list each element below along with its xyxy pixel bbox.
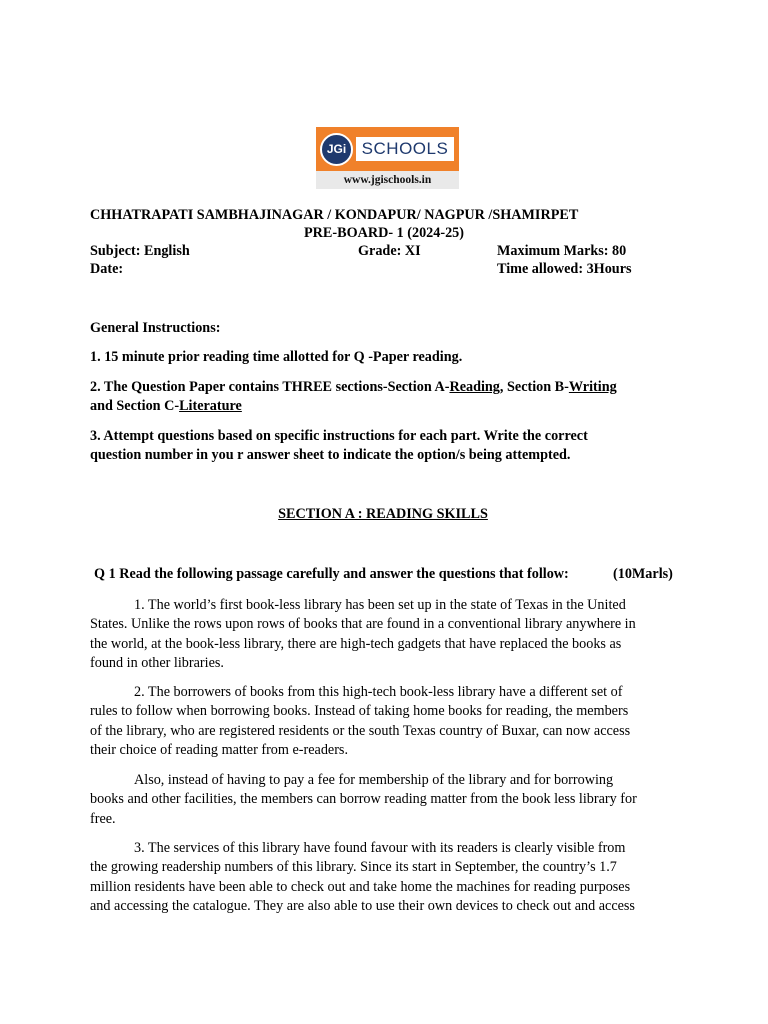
- passage-line: million residents have been able to check out and take home the machines for reading purposes: [90, 878, 631, 895]
- exam-title: PRE-BOARD- 1 (2024-25): [304, 225, 464, 241]
- logo-url: www.jgischools.in: [316, 171, 459, 189]
- logo-banner: [316, 127, 459, 171]
- literature-section-label: Literature: [179, 398, 242, 414]
- passage-line: of the library, who are registered residents or the south Texas country of Buxar, can now access: [90, 722, 631, 739]
- passage-line: 2. The borrowers of books from this high-tech book-less library have a different set of: [134, 684, 623, 700]
- passage-line: 1. The world’s first book-less library has been set up in the state of Texas in the United: [134, 597, 626, 613]
- passage-line: found in other libraries.: [90, 655, 224, 672]
- instruction-2-and: and Section C-: [90, 398, 180, 414]
- instruction-2-continued: [90, 398, 242, 415]
- instruction-3-line-2: question number in you r answer sheet to indicate the option/s being attempted.: [90, 447, 571, 463]
- passage-paragraph-4: [90, 839, 680, 917]
- logo-wordmark: SCHOOLS: [356, 137, 454, 161]
- passage-line: their choice of reading matter from e-readers.: [90, 742, 349, 759]
- writing-section-label: Writing: [568, 379, 617, 395]
- passage-line: and accessing the catalogue. They are also able to use their own devices to check out and access: [90, 898, 635, 915]
- maximum-marks: Maximum Marks: 80: [497, 243, 627, 259]
- instruction-2-text-mid: , Section B-: [499, 379, 569, 395]
- instruction-2: [90, 379, 617, 396]
- passage-line: Also, instead of having to pay a fee for membership of the library and for borrowing: [134, 772, 614, 788]
- passage-line: the world, at the book-less library, there are high-tech gadgets that have replaced the books as: [90, 635, 622, 652]
- passage-line: 3. The services of this library have found favour with its readers is clearly visible from: [134, 840, 626, 856]
- passage-line: rules to follow when borrowing books. Instead of taking home books for reading, the members: [90, 703, 629, 720]
- passage-line: the growing readership numbers of this library. Since its start in September, the country’s 1.7: [90, 859, 617, 876]
- instruction-2-text: 2. The Question Paper contains THREE sections-Section A-: [90, 379, 450, 395]
- question-1-prompt: Q 1 Read the following passage carefully and answer the questions that follow:: [94, 566, 569, 582]
- passage-line: books and other facilities, the members can borrow reading matter from the book less library for: [90, 791, 637, 808]
- passage-line: free.: [90, 810, 116, 827]
- instruction-3-line-1: 3. Attempt questions based on specific instructions for each part. Write the correct: [90, 428, 588, 444]
- reading-section-label: Reading: [449, 379, 500, 395]
- passage-paragraph-2: [90, 683, 680, 761]
- instruction-1: 1. 15 minute prior reading time allotted for Q -Paper reading.: [90, 349, 463, 365]
- passage-paragraph-1: [90, 596, 680, 674]
- date-label: Date:: [90, 261, 124, 277]
- time-allowed: Time allowed: 3Hours: [497, 261, 632, 277]
- passage-paragraph-3: [90, 771, 680, 829]
- subject: Subject: English: [90, 243, 190, 259]
- passage-line: States. Unlike the rows upon rows of books that are found in a conventional library anywhere in: [90, 616, 636, 633]
- grade: Grade: XI: [358, 243, 421, 259]
- section-a-title: SECTION A : READING SKILLS: [278, 506, 488, 522]
- campus-list: CHHATRAPATI SAMBHAJINAGAR / KONDAPUR/ NAGPUR /SHAMIRPET: [90, 207, 579, 223]
- logo-mark: JGi: [320, 133, 353, 166]
- school-logo: [316, 127, 459, 189]
- instructions-heading: General Instructions:: [90, 320, 221, 336]
- question-1-marks: (10Marls): [613, 566, 673, 582]
